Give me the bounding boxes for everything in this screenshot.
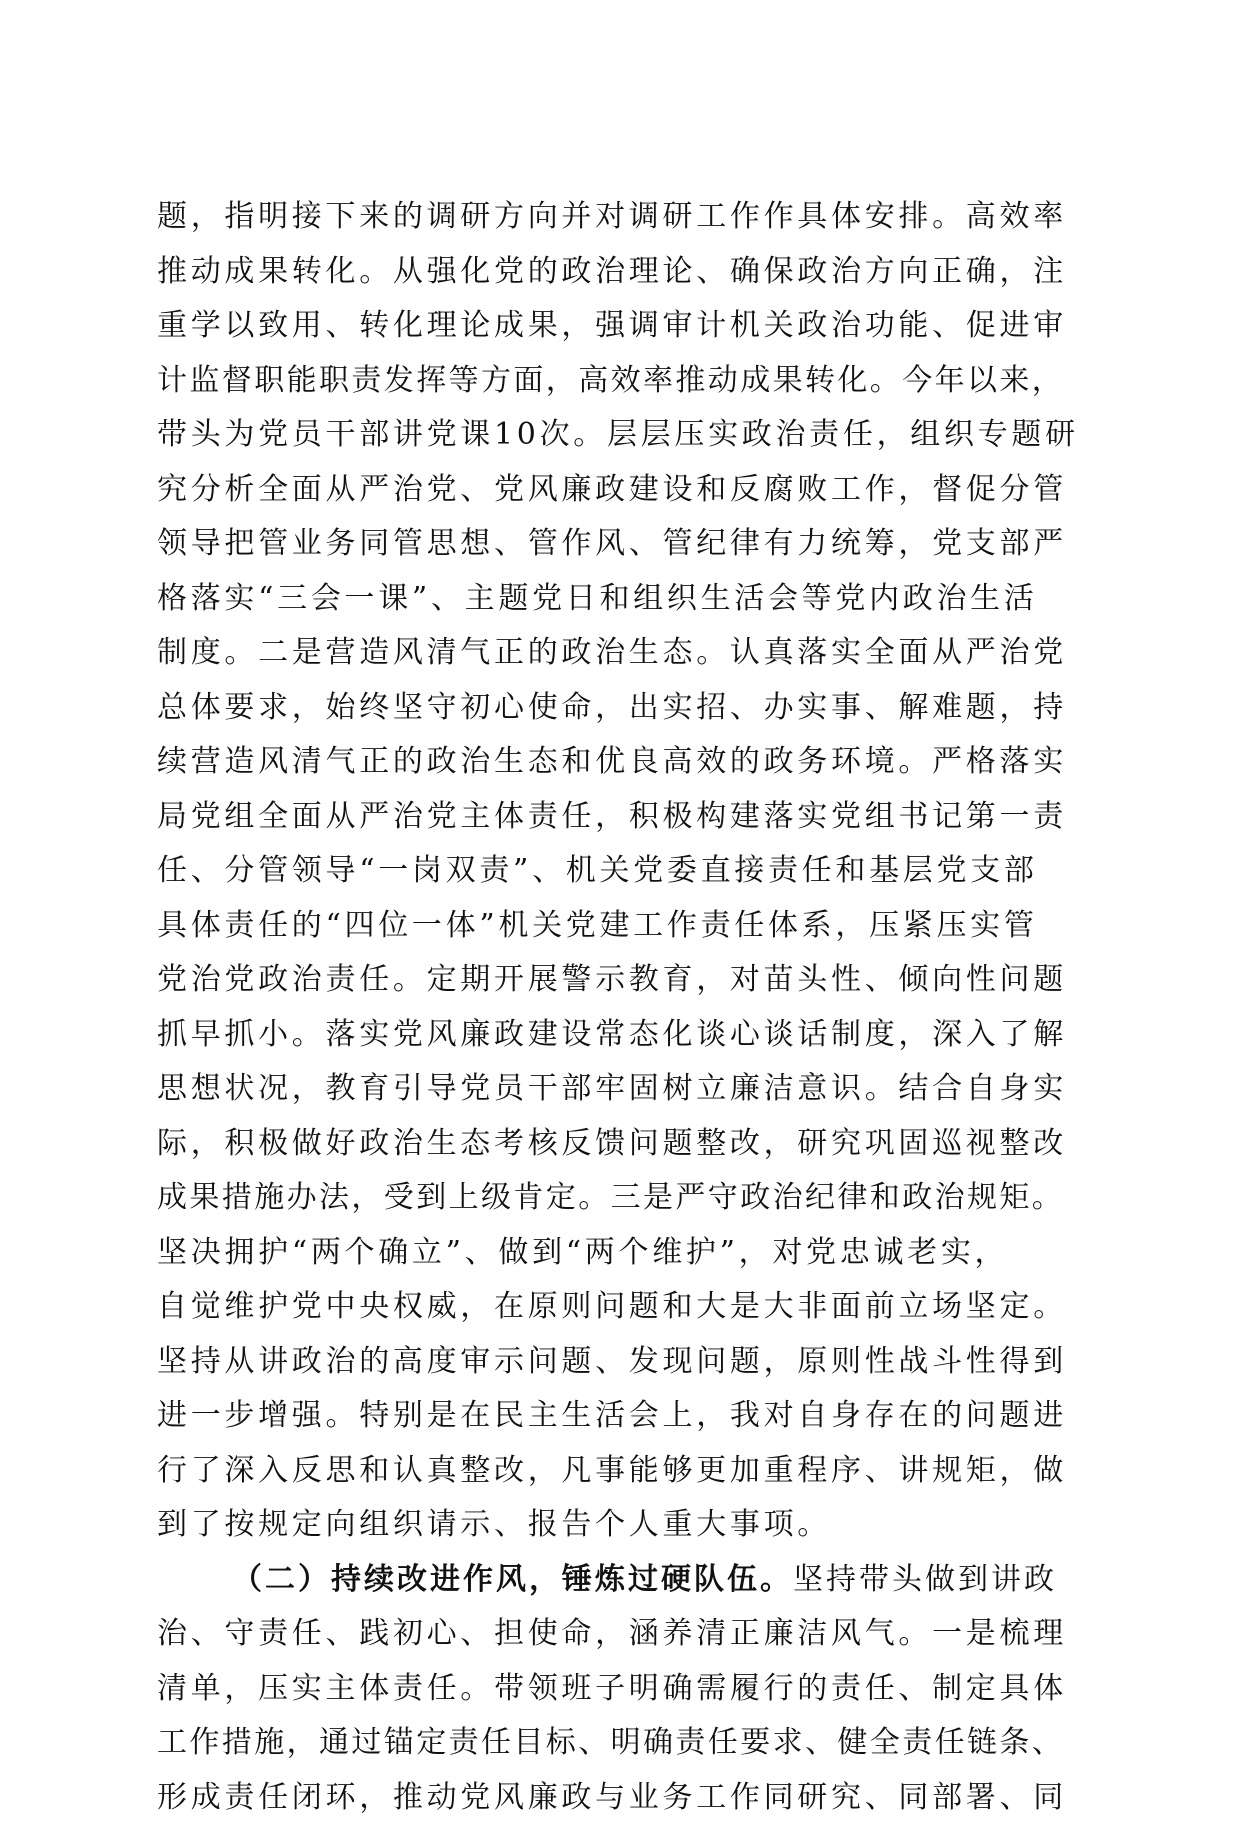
text-line: 推动成果转化。从强化党的政治理论、确保政治方向正确，注 <box>157 245 1097 300</box>
text-line: 格落实“三会一课”、主题党日和组织生活会等党内政治生活 <box>157 572 1097 627</box>
text-line: 题，指明接下来的调研方向并对调研工作作具体安排。高效率 <box>157 190 1097 245</box>
section-heading-line <box>157 1553 1097 1608</box>
text-line: 工作措施，通过锚定责任目标、明确责任要求、健全责任链条、 <box>157 1716 1097 1771</box>
text-line: 成果措施办法，受到上级肯定。三是严守政治纪律和政治规矩。 <box>157 1171 1097 1226</box>
text-line: 清单，压实主体责任。带领班子明确需履行的责任、制定具体 <box>157 1662 1097 1717</box>
text-line: 治、守责任、践初心、担使命，涵养清正廉洁风气。一是梳理 <box>157 1607 1097 1662</box>
text-line: 局党组全面从严治党主体责任，积极构建落实党组书记第一责 <box>157 790 1097 845</box>
text-line: 坚决拥护“两个确立”、做到“两个维护”，对党忠诚老实， <box>157 1226 1097 1281</box>
text-line: 抓早抓小。落实党风廉政建设常态化谈心谈话制度，深入了解 <box>157 1008 1097 1063</box>
text-line: 领导把管业务同管思想、管作风、管纪律有力统筹，党支部严 <box>157 517 1097 572</box>
section-heading-continuation: 坚持带头做到讲政 <box>793 1562 1057 1597</box>
text-line: 形成责任闭环，推动党风廉政与业务工作同研究、同部署、同 <box>157 1771 1097 1825</box>
text-line: 总体要求，始终坚守初心使命，出实招、办实事、解难题，持 <box>157 681 1097 736</box>
text-line: 具体责任的“四位一体”机关党建工作责任体系，压紧压实管 <box>157 899 1097 954</box>
text-line: 思想状况，教育引导党员干部牢固树立廉洁意识。结合自身实 <box>157 1062 1097 1117</box>
text-line: 行了深入反思和认真整改，凡事能够更加重程序、讲规矩，做 <box>157 1444 1097 1499</box>
text-line: 任、分管领导“一岗双责”、机关党委直接责任和基层党支部 <box>157 844 1097 899</box>
text-line: 际，积极做好政治生态考核反馈问题整改，研究巩固巡视整改 <box>157 1117 1097 1172</box>
text-line: 到了按规定向组织请示、报告个人重大事项。 <box>157 1498 1097 1553</box>
text-line: 党治党政治责任。定期开展警示教育，对苗头性、倾向性问题 <box>157 953 1097 1008</box>
text-line: 重学以致用、转化理论成果，强调审计机关政治功能、促进审 <box>157 299 1097 354</box>
text-line: 自觉维护党中央权威，在原则问题和大是大非面前立场坚定。 <box>157 1280 1097 1335</box>
text-line: 制度。二是营造风清气正的政治生态。认真落实全面从严治党 <box>157 626 1097 681</box>
text-line: 进一步增强。特别是在民主生活会上，我对自身存在的问题进 <box>157 1389 1097 1444</box>
text-line: 计监督职能职责发挥等方面，高效率推动成果转化。今年以来， <box>157 354 1097 409</box>
text-line: 究分析全面从严治党、党风廉政建设和反腐败工作，督促分管 <box>157 463 1097 518</box>
body-text <box>157 190 1097 1825</box>
text-line: 坚持从讲政治的高度审示问题、发现问题，原则性战斗性得到 <box>157 1335 1097 1390</box>
section-heading: （二）持续改进作风，锤炼过硬队伍。 <box>232 1562 793 1597</box>
text-line: 续营造风清气正的政治生态和优良高效的政务环境。严格落实 <box>157 735 1097 790</box>
text-line: 带头为党员干部讲党课10次。层层压实政治责任，组织专题研 <box>157 408 1097 463</box>
